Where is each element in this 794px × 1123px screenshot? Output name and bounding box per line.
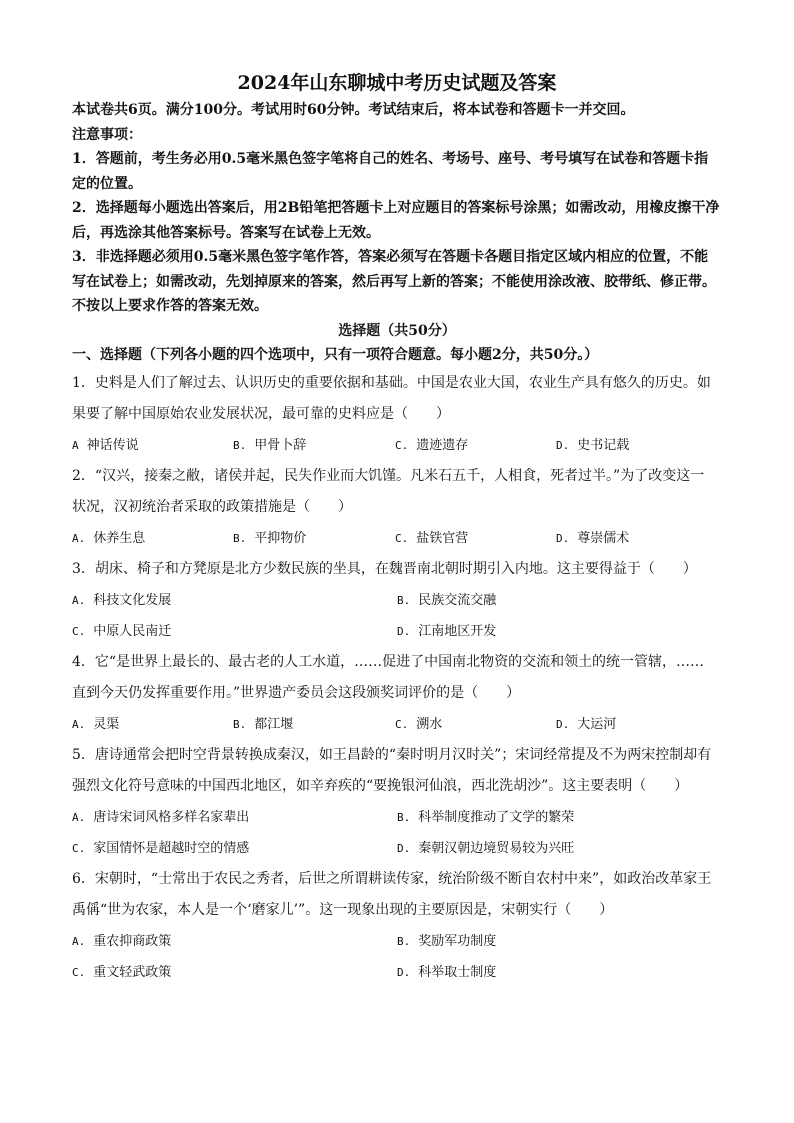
part-heading: 一、选择题（下列各小题的四个选项中，只有一项符合题意。每小题2分，共50分。） xyxy=(72,347,599,363)
intro-text: 本试卷共6页。满分100分。考试用时60分钟。考试结束后，将本试卷和答题卡一并交回。 xyxy=(72,102,635,118)
question-6-line-2: 禹偁“世为农家，本人是一个‘磨家儿’”。这一现象出现的主要原因是，宋朝实行（ ） xyxy=(72,901,614,918)
option-a[interactable]: A. 重农抑商政策 xyxy=(72,933,172,949)
option-b[interactable]: B. 民族交流交融 xyxy=(397,592,497,608)
question-4 xyxy=(72,647,722,740)
notice-1-line-1: 1．答题前，考生务必用0.5毫米黑色签字笔将自己的姓名、考场号、座号、考号填写在试卷和答题卡指 xyxy=(72,151,709,167)
question-3-line-1: 3．胡床、椅子和方凳原是北方少数民族的坐具，在魏晋南北朝时期引入内地。这主要得益于（ ） xyxy=(72,560,697,577)
option-c[interactable]: C. 重文轻武政策 xyxy=(72,964,172,980)
notice-2-line-1: 2．选择题每小题选出答案后，用2B铅笔把答题卡上对应题目的答案标号涂黑；如需改动，用橡皮擦干净 xyxy=(72,200,720,216)
notice-1-line-2: 定的位置。 xyxy=(72,175,142,192)
notice-2-line-2: 后，再选涂其他答案标号。答案写在试卷上无效。 xyxy=(72,224,380,241)
question-5-line-1: 5．唐诗通常会把时空背景转换成秦汉，如王昌龄的“秦时明月汉时关”；宋词经常提及不为两宋控制却有 xyxy=(72,746,712,763)
question-2-options xyxy=(72,523,722,554)
option-a[interactable]: A. 科技文化发展 xyxy=(72,592,172,608)
option-d[interactable]: D. 史书记载 xyxy=(556,437,630,453)
question-1-line-2: 果要了解中国原始农业发展状况，最可靠的史料应是（ ） xyxy=(72,405,450,422)
notice-heading: 注意事项： xyxy=(72,126,142,143)
option-d[interactable]: D. 科举取士制度 xyxy=(397,964,497,980)
question-2 xyxy=(72,461,722,554)
question-6-options-row-1 xyxy=(72,926,722,957)
option-a[interactable]: A. 唐诗宋词风格多样名家辈出 xyxy=(72,809,250,825)
question-5-line-2: 强烈文化符号意味的中国西北地区，如辛弃疾的“要挽银河仙浪，西北洗胡沙”。这主要表明（ ） xyxy=(72,777,689,794)
option-c[interactable]: C. 家国情怀是超越时空的情感 xyxy=(72,840,250,856)
question-1 xyxy=(72,368,722,461)
question-6 xyxy=(72,864,722,988)
option-a[interactable]: A. 灵渠 xyxy=(72,716,120,732)
question-5 xyxy=(72,740,722,864)
option-c[interactable]: C. 溯水 xyxy=(395,716,443,732)
option-b[interactable]: B. 科举制度推动了文学的繁荣 xyxy=(397,809,575,825)
option-b[interactable]: B. 都江堰 xyxy=(233,716,294,732)
question-6-line-1: 6．宋朝时，“士常出于农民之秀者，后世之所谓耕读传家，统治阶级不断自农村中来”，如政治改革家王 xyxy=(72,870,712,887)
option-d[interactable]: D. 大运河 xyxy=(556,716,617,732)
question-3-options-row-1 xyxy=(72,585,722,616)
question-4-line-1: 4．它“是世界上最长的、最古老的人工水道，……促进了中国南北物资的交流和领土的统一管辖，…… xyxy=(72,653,705,670)
option-d[interactable]: D. 江南地区开发 xyxy=(397,623,497,639)
question-2-line-2: 状况，汉初统治者采取的政策措施是（ ） xyxy=(72,498,352,515)
notice-3-line-2: 写在试卷上；如需改动，先划掉原来的答案，然后再写上新的答案；不能使用涂改液、胶带纸、修正带。 xyxy=(72,273,716,290)
option-d[interactable]: D. 秦朝汉朝边境贸易较为兴旺 xyxy=(397,840,575,856)
option-b[interactable]: B. 平抑物价 xyxy=(233,530,307,546)
option-c[interactable]: C. 遗迹遗存 xyxy=(395,437,469,453)
question-4-options xyxy=(72,709,722,740)
notice-3-line-3: 不按以上要求作答的答案无效。 xyxy=(72,298,268,314)
option-a[interactable]: A 神话传说 xyxy=(72,437,139,453)
notice-3-line-1: 3．非选择题必须用0.5毫米黑色签字笔作答，答案必须写在答题卡各题目指定区域内相应的位置，不能 xyxy=(72,249,709,265)
question-6-options-row-2 xyxy=(72,957,722,988)
question-5-options-row-1 xyxy=(72,802,722,833)
question-5-options-row-2 xyxy=(72,833,722,864)
exam-page xyxy=(72,68,722,988)
option-b[interactable]: B. 甲骨卜辞 xyxy=(233,437,307,453)
question-1-options xyxy=(72,430,722,461)
option-c[interactable]: C. 盐铁官营 xyxy=(395,530,469,546)
section-title: 选择题（共50分） xyxy=(338,322,456,339)
option-a[interactable]: A. 休养生息 xyxy=(72,530,146,546)
question-1-line-1: 1．史料是人们了解过去、认识历史的重要依据和基础。中国是农业大国，农业生产具有悠久的历史。如 xyxy=(72,374,711,391)
question-2-line-1: 2．“汉兴，接秦之敝，诸侯并起，民失作业而大饥馑。凡米石五千，人相食，死者过半。”为了改变这一 xyxy=(72,467,705,484)
option-c[interactable]: C. 中原人民南迁 xyxy=(72,623,172,639)
page-title: 2024年山东聊城中考历史试题及答案 xyxy=(237,72,557,94)
question-3 xyxy=(72,554,722,647)
question-4-line-2: 直到今天仍发挥重要作用。”世界遗产委员会这段颁奖词评价的是（ ） xyxy=(72,684,521,701)
option-d[interactable]: D. 尊崇儒术 xyxy=(556,530,630,546)
question-3-options-row-2 xyxy=(72,616,722,647)
option-b[interactable]: B. 奖励军功制度 xyxy=(397,933,497,949)
